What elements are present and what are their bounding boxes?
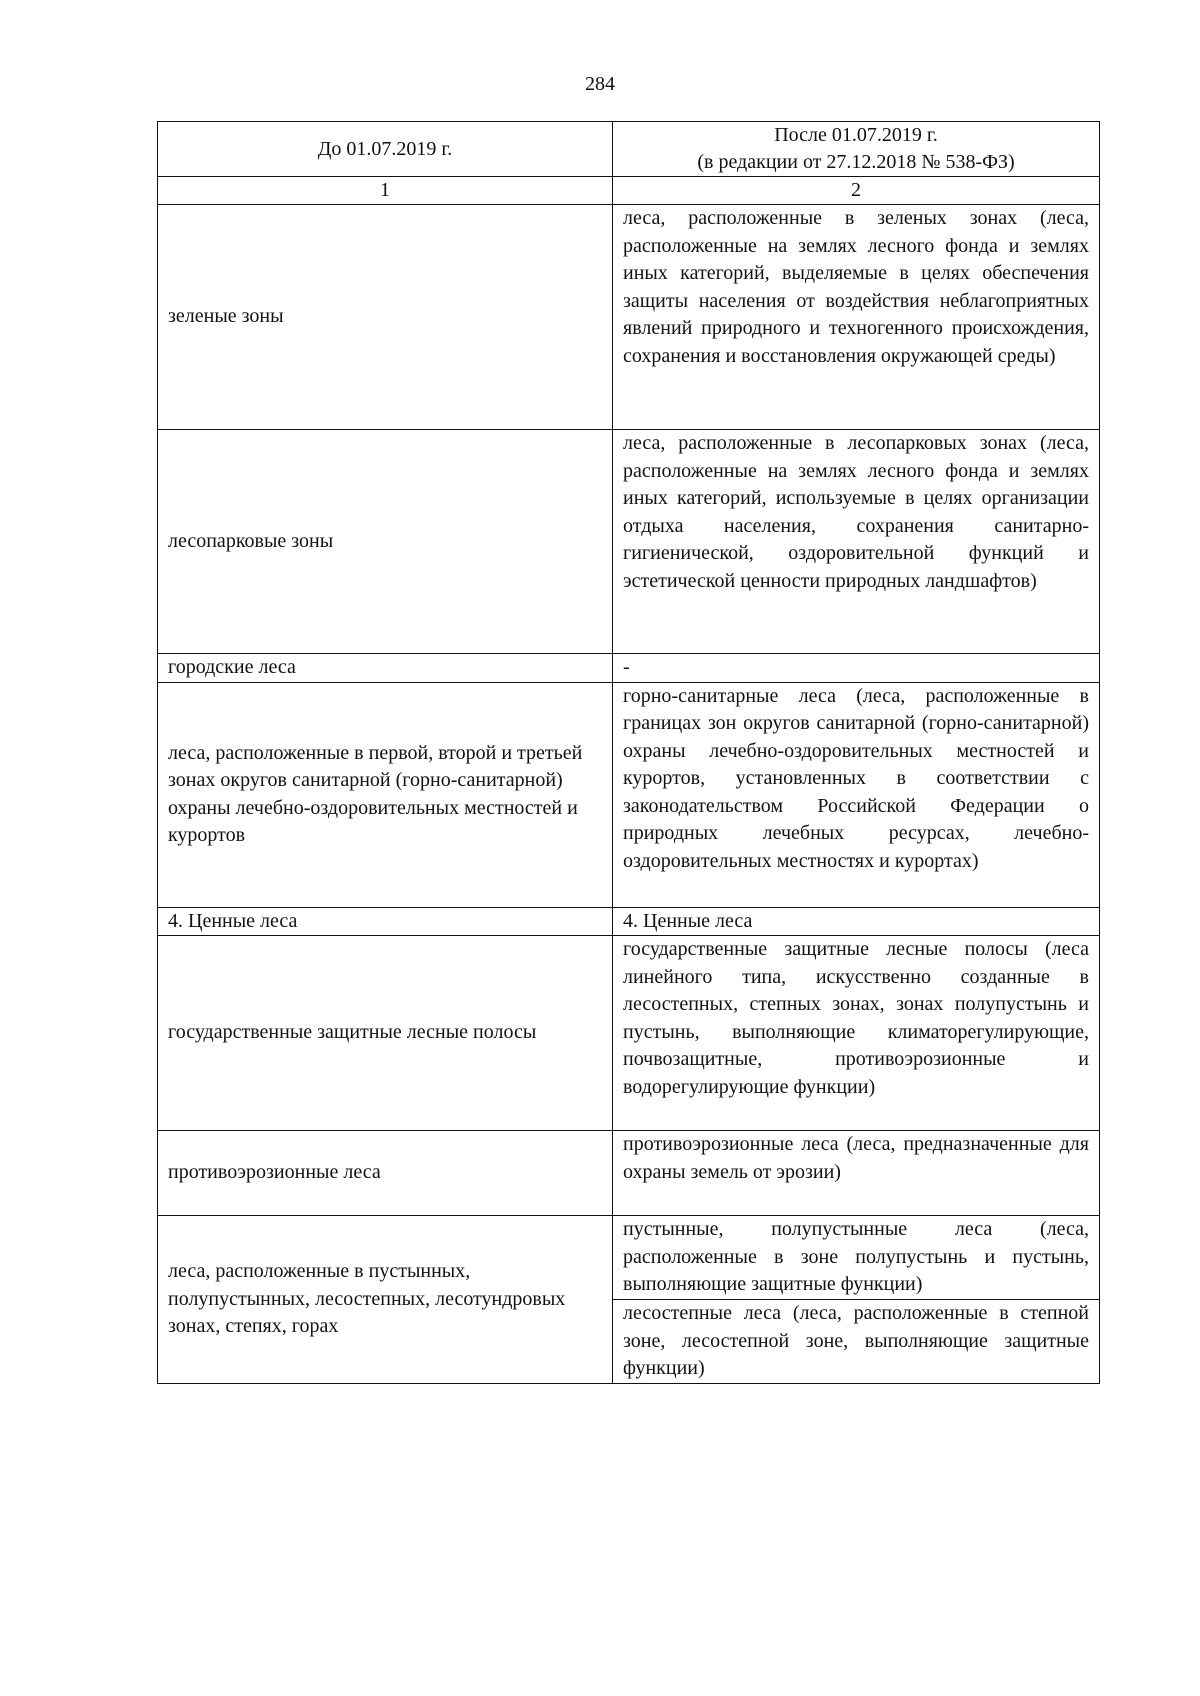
- row-right-cell: государственные защитные лесные полосы (леса линейного типа, искусственно созданные в лесостепных, степных зонах, зонах полупустынь и пустынь, выполняющие климаторегулирующие, почвозащитные, противоэрозионные и водорегулирующие функции): [613, 936, 1100, 1131]
- header-after-date-line2: (в редакции от 27.12.2018 № 538-ФЗ): [697, 151, 1015, 173]
- row-right-cell: леса, расположенные в лесопарковых зонах (леса, расположенные на землях лесного фонда и землях иных категорий, используемые в целях организации отдыха населения, сохранения санитарно-гигиенической, оздоровительной функций и эстетической ценности природных ландшафтов): [613, 430, 1100, 654]
- row-right-cell-desert: пустынные, полупустынные леса (леса, расположенные в зоне полупустынь и пустынь, выполняющие защитные функции): [613, 1216, 1100, 1300]
- row-right-cell: противоэрозионные леса (леса, предназначенные для охраны земель от эрозии): [613, 1131, 1100, 1216]
- row-right-cell: горно-санитарные леса (леса, расположенные в границах зон округов санитарной (горно-санитарной) охраны лечебно-оздоровительных местностей и курортов, установленных в соответствии с законодательством Российской Федерации о природных лечебных ресурсах, лечебно-оздоровительных местностях и курортах): [613, 682, 1100, 907]
- comparison-table: [157, 121, 1100, 1384]
- table-row: [158, 1216, 1100, 1300]
- row-right-cell: леса, расположенные в зеленых зонах (леса, расположенные на землях лесного фонда и землях иных категорий, выделяемые в целях обеспечения защиты населения от воздействия неблагоприятных явлений природного и техногенного происхождения, сохранения и восстановления окружающей среды): [613, 205, 1100, 430]
- table-row: [158, 936, 1100, 1131]
- column-number-1: 1: [158, 177, 613, 205]
- row-right-cell-forest-steppe: лесостепные леса (леса, расположенные в степной зоне, лесостепной зоне, выполняющие защитные функции): [613, 1300, 1100, 1384]
- row-left-cell: зеленые зоны: [158, 205, 613, 430]
- section-heading-left: 4. Ценные леса: [158, 907, 613, 936]
- row-left-cell: лесопарковые зоны: [158, 430, 613, 654]
- header-before-date: До 01.07.2019 г.: [158, 122, 613, 177]
- header-after-date: [613, 122, 1100, 177]
- row-left-cell: городские леса: [158, 654, 613, 683]
- row-left-cell: государственные защитные лесные полосы: [158, 936, 613, 1131]
- table-row: [158, 430, 1100, 654]
- column-number-2: 2: [613, 177, 1100, 205]
- table-row: [158, 654, 1100, 683]
- row-left-cell: леса, расположенные в первой, второй и третьей зонах округов санитарной (горно-санитарной) охраны лечебно-оздоровительных местностей и курортов: [158, 682, 613, 907]
- table-row: [158, 682, 1100, 907]
- table-header-row: [158, 122, 1100, 177]
- row-left-cell-merged: леса, расположенные в пустынных, полупустынных, лесостепных, лесотундровых зонах, степях, горах: [158, 1216, 613, 1384]
- page-number: 284: [585, 73, 615, 95]
- section-heading-row: [158, 907, 1100, 936]
- header-after-date-line1: После 01.07.2019 г.: [774, 124, 938, 146]
- table-row: [158, 205, 1100, 430]
- row-left-cell: противоэрозионные леса: [158, 1131, 613, 1216]
- row-right-cell: -: [613, 654, 1100, 683]
- table-row: [158, 1131, 1100, 1216]
- section-heading-right: 4. Ценные леса: [613, 907, 1100, 936]
- column-number-row: [158, 177, 1100, 205]
